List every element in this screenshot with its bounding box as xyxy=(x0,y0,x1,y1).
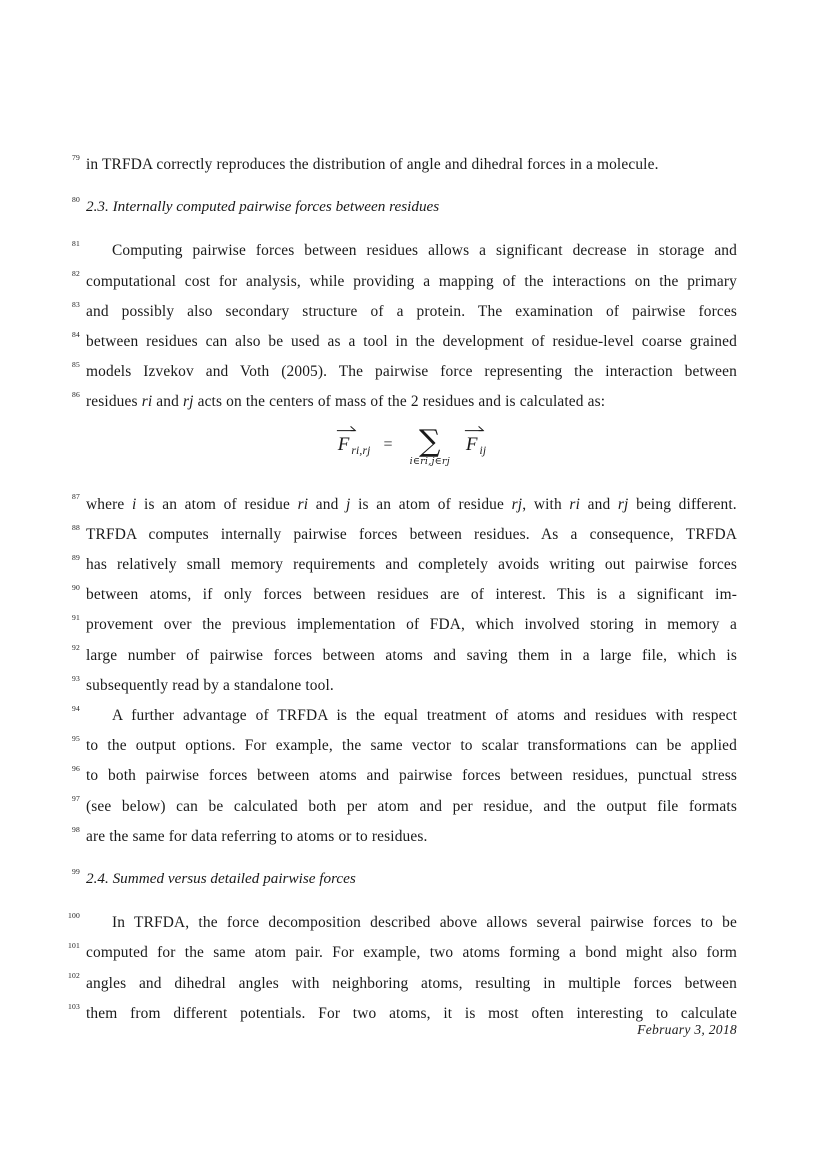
line-text: computed for the same atom pair. For example, two atoms forming a bond might also form xyxy=(86,944,737,962)
summation-operator xyxy=(409,423,450,468)
line-number: 83 xyxy=(72,299,80,309)
paragraph-line xyxy=(86,610,737,640)
line-number: 80 xyxy=(72,195,80,204)
line-text: to both pairwise forces between atoms and pairwise forces between residues, punctual stress xyxy=(86,767,737,785)
line-text: has relatively small memory requirements and completely avoids writing out pairwise forces xyxy=(86,556,737,574)
text-line xyxy=(72,610,737,640)
footer-date: February 3, 2018 xyxy=(637,1022,737,1037)
line-text: where i is an atom of residue ri and j is an atom of residue rj, with ri and rj being different. xyxy=(86,495,737,513)
line-number: 86 xyxy=(72,390,80,400)
vertical-space xyxy=(86,852,737,864)
text-line xyxy=(72,701,737,731)
line-number: 99 xyxy=(72,866,80,876)
text-column xyxy=(68,150,737,1029)
line-text: subsequently read by a standalone tool. xyxy=(86,676,334,694)
text-line xyxy=(72,267,737,297)
line-number: 81 xyxy=(72,239,80,249)
paragraph-line xyxy=(86,267,737,297)
line-text: in TRFDA correctly reproduces the distribution of angle and dihedral forces in a molecule. xyxy=(86,156,659,173)
paragraph-line xyxy=(86,297,737,327)
paragraph-line xyxy=(86,938,737,968)
vertical-space xyxy=(86,180,737,192)
paragraph-line xyxy=(86,908,737,938)
line-text: between residues can also be used as a tool in the development of residue-level coarse grained xyxy=(86,333,737,351)
paragraph-line xyxy=(86,641,737,671)
sigma-icon: ∑ xyxy=(419,423,441,459)
text-line xyxy=(72,150,737,180)
line-number: 100 xyxy=(68,911,80,921)
equation-rhs-symbol: F xyxy=(465,433,478,455)
vertical-space xyxy=(86,894,737,908)
line-number: 85 xyxy=(72,360,80,370)
line-number: 92 xyxy=(72,643,80,653)
equation-rhs xyxy=(465,434,486,458)
text-line xyxy=(72,236,737,266)
text-line xyxy=(68,938,737,968)
equation-lhs-subscript: ri,rj xyxy=(351,445,371,458)
line-text: residues ri and rj acts on the centers of mass of the 2 residues and is calculated as: xyxy=(86,393,606,411)
paragraph-line xyxy=(86,761,737,791)
text-line xyxy=(72,297,737,327)
paragraph-line xyxy=(86,327,737,357)
line-number: 96 xyxy=(72,764,80,774)
line-number: 84 xyxy=(72,329,80,339)
paragraph-line xyxy=(86,357,737,387)
summation-limit: i∈ri,j∈rj xyxy=(409,456,450,468)
line-number: 91 xyxy=(72,613,80,623)
line-text: computational cost for analysis, while providing a mapping of the interactions on the primary xyxy=(86,272,737,290)
text-line xyxy=(72,327,737,357)
line-number: 82 xyxy=(72,269,80,279)
line-number: 98 xyxy=(72,824,80,834)
line-text: them from different potentials. For two atoms, it is most often interesting to calculate xyxy=(86,1004,737,1022)
text-line xyxy=(72,671,737,701)
paragraph-line xyxy=(86,520,737,550)
text-line xyxy=(68,969,737,999)
line-text: models Izvekov and Voth (2005). The pairwise force representing the interaction between xyxy=(86,363,737,381)
text-line xyxy=(72,387,737,417)
text-line xyxy=(72,641,737,671)
line-text: In TRFDA, the force decomposition described above allows several pairwise forces to be xyxy=(112,914,737,932)
line-text: Computing pairwise forces between residues allows a significant decrease in storage and xyxy=(112,242,737,260)
paragraph-line xyxy=(86,490,737,520)
line-text: TRFDA computes internally pairwise forces between residues. As a consequence, TRFDA xyxy=(86,525,737,543)
line-number: 90 xyxy=(72,583,80,593)
text-line xyxy=(72,822,737,852)
paragraph-line xyxy=(86,387,737,417)
equation-lhs xyxy=(337,434,371,458)
line-number: 94 xyxy=(72,703,80,713)
text-line xyxy=(72,731,737,761)
paragraph-line xyxy=(86,236,737,266)
line-text: angles and dihedral angles with neighboring atoms, resulting in multiple forces between xyxy=(86,974,737,992)
line-number: 103 xyxy=(68,1001,80,1011)
section-heading: 2.3. Internally computed pairwise forces between residues xyxy=(86,198,440,216)
vertical-space xyxy=(86,222,737,236)
line-number: 89 xyxy=(72,552,80,562)
paragraph-line xyxy=(86,150,737,180)
line-text: are the same for data referring to atoms or to residues. xyxy=(86,827,428,845)
line-number: 88 xyxy=(72,522,80,532)
line-text: and possibly also secondary structure of a protein. The examination of pairwise forces xyxy=(86,302,737,320)
line-text: large number of pairwise forces between atoms and saving them in a large file, which is xyxy=(86,646,737,664)
paragraph-line xyxy=(86,822,737,852)
display-equation xyxy=(86,418,737,490)
paragraph-line xyxy=(86,731,737,761)
equation-rhs-subscript: ij xyxy=(479,445,487,458)
line-number: 93 xyxy=(72,673,80,683)
line-number: 95 xyxy=(72,734,80,744)
section-heading: 2.4. Summed versus detailed pairwise forces xyxy=(86,870,356,888)
text-line xyxy=(72,580,737,610)
line-text: provement over the previous implementation of FDA, which involved storing in memory a xyxy=(86,616,737,634)
equation-relation: = xyxy=(383,436,393,454)
line-number: 79 xyxy=(72,152,80,162)
paragraph-line xyxy=(86,580,737,610)
text-line xyxy=(72,550,737,580)
paragraph-line xyxy=(86,671,737,701)
line-number: 87 xyxy=(72,492,80,502)
paragraph-line xyxy=(86,550,737,580)
text-line xyxy=(72,761,737,791)
section-heading-row xyxy=(72,192,737,222)
text-line xyxy=(72,520,737,550)
section-heading-row xyxy=(72,864,737,894)
text-line xyxy=(68,908,737,938)
line-number: 101 xyxy=(68,941,80,951)
equation-lhs-symbol: F xyxy=(337,433,350,455)
line-text: (see below) can be calculated both per atom and per residue, and the output file formats xyxy=(86,797,737,815)
line-text: to the output options. For example, the same vector to scalar transformations can be applied xyxy=(86,737,737,755)
line-text: between atoms, if only forces between residues are of interest. This is a significant im- xyxy=(86,586,737,604)
line-number: 102 xyxy=(68,971,80,981)
paragraph-line xyxy=(86,969,737,999)
paragraph-line xyxy=(86,792,737,822)
text-line xyxy=(72,357,737,387)
text-line xyxy=(72,792,737,822)
line-number: 97 xyxy=(72,794,80,804)
paragraph-line xyxy=(86,701,737,731)
line-text: A further advantage of TRFDA is the equal treatment of atoms and residues with respect xyxy=(112,707,737,725)
text-line xyxy=(72,490,737,520)
